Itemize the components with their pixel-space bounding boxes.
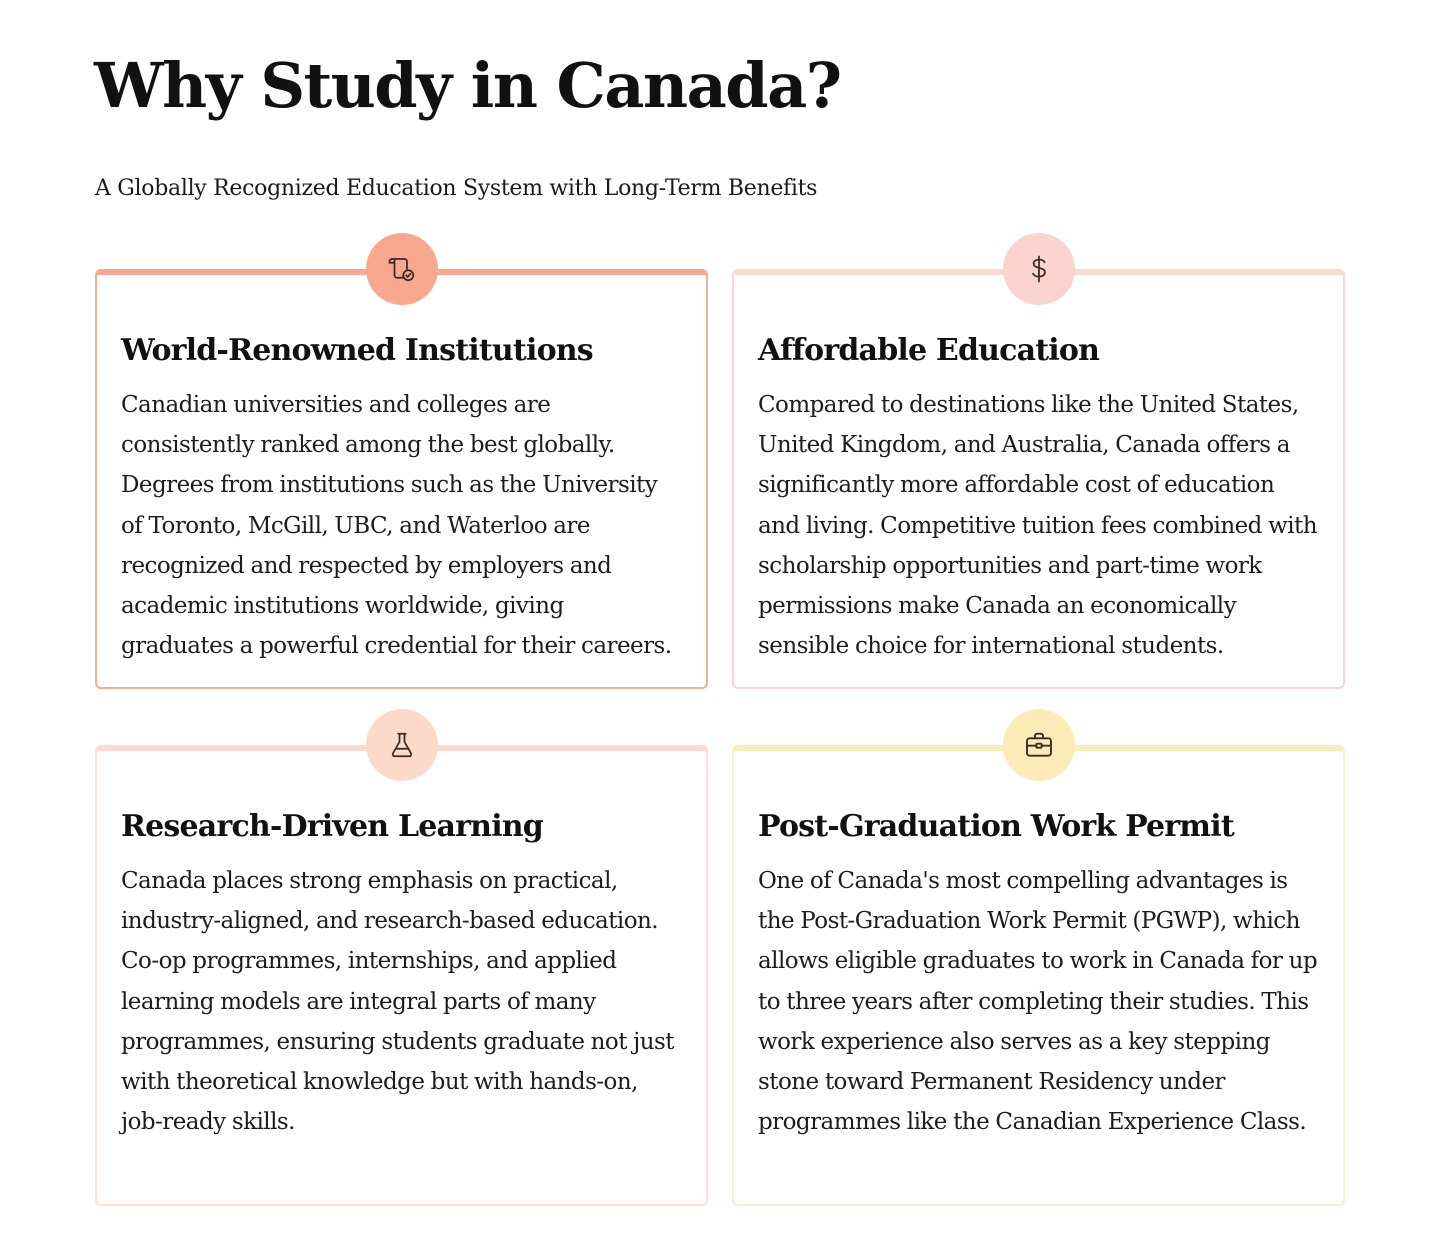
card-description: Canadian universities and colleges are consistently ranked among the best globally. Degrees from institutions such as the University of Toronto, McGill, UBC, and Waterloo are recognized and respected by employers and academic institutions worldwide, giving graduates a powerful credential for their careers. bbox=[121, 392, 672, 660]
feature-card-research-driven-learning bbox=[95, 745, 708, 1206]
feature-card-affordable-education bbox=[732, 269, 1345, 689]
feature-card-post-graduation-work-permit bbox=[732, 745, 1345, 1206]
dollar-sign-icon bbox=[1003, 233, 1075, 305]
card-title: Research-Driven Learning bbox=[121, 809, 543, 844]
card-description: Compared to destinations like the United States, United Kingdom, and Australia, Canada offers a significantly more affordable cost of education and living. Competitive tuition fees combined with scholarship opportunities and part-time work permissions make Canada an economically sensible choice for international students. bbox=[758, 392, 1317, 660]
feature-card-world-renowned-institutions bbox=[95, 269, 708, 689]
briefcase-icon bbox=[1003, 709, 1075, 781]
scroll-certificate-icon bbox=[366, 233, 438, 305]
flask-icon bbox=[366, 709, 438, 781]
card-description: One of Canada's most compelling advantages is the Post-Graduation Work Permit (PGWP), which allows eligible graduates to work in Canada for up to three years after completing their studies. This work experience also serves as a key stepping stone toward Permanent Residency under programmes like the Canadian Experience Class. bbox=[758, 868, 1318, 1136]
page-subtitle: A Globally Recognized Education System with Long-Term Benefits bbox=[95, 176, 818, 201]
card-title: Affordable Education bbox=[758, 333, 1100, 368]
page-title: Why Study in Canada? bbox=[94, 49, 841, 122]
card-description: Canada places strong emphasis on practical, industry-aligned, and research-based education. Co-op programmes, internships, and applied learning models are integral parts of many programmes, ensuring students graduate not just with theoretical knowledge but with hands-on, job-ready skills. bbox=[121, 868, 674, 1136]
card-title: Post-Graduation Work Permit bbox=[758, 809, 1234, 844]
card-title: World-Renowned Institutions bbox=[121, 333, 593, 368]
